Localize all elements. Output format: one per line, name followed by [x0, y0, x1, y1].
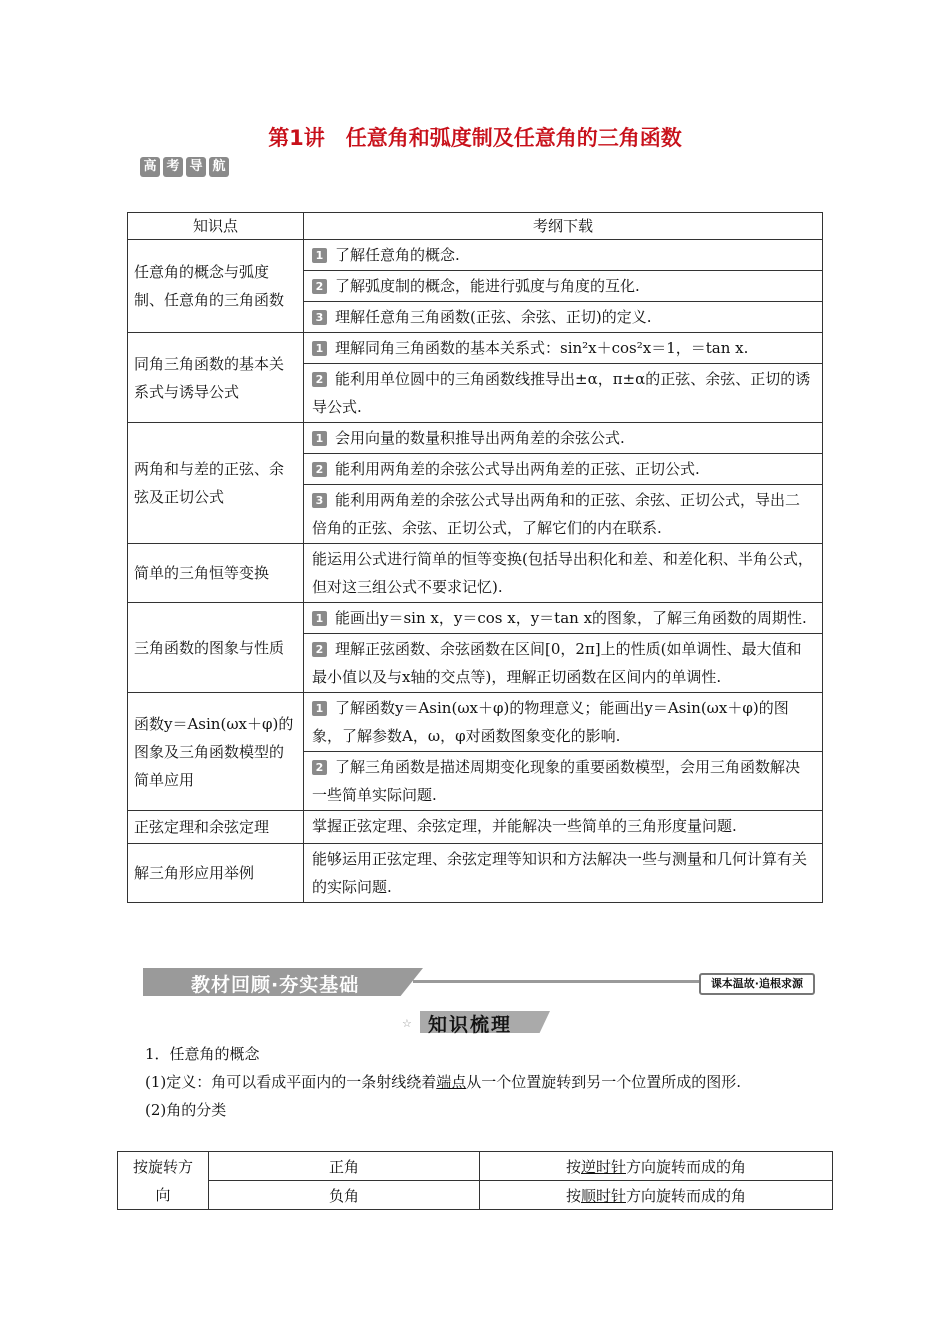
decoration-icon: ☆ [402, 1017, 412, 1030]
knowledge-point: 同角三角函数的基本关系式与诱导公式 [128, 333, 304, 423]
requirement-item [304, 634, 822, 692]
requirement-text: 理解正弦函数、余弦函数在区间[0，2π]上的性质(如单调性、最大值和最小值以及与x轴的交点等)，理解正切函数在区间内的单调性. [312, 640, 802, 686]
table-row [128, 333, 823, 423]
requirement-text: 能画出y＝sin x，y＝cos x，y＝tan x的图象，了解三角函数的周期性. [335, 609, 807, 627]
angle-description: 按逆时针方向旋转而成的角 [480, 1152, 833, 1181]
angle-description: 按顺时针方向旋转而成的角 [480, 1181, 833, 1210]
requirement-text: 理解任意角三角函数(正弦、余弦、正切)的定义. [335, 308, 652, 326]
item-number-badge: 1 [312, 701, 327, 716]
nav-badge-char: 高 [140, 157, 160, 177]
classification-heading: (2)角的分类 [145, 1101, 227, 1119]
section-banner [143, 968, 815, 996]
requirement-item [304, 271, 822, 302]
angle-name: 正角 [209, 1152, 480, 1181]
item-number-badge: 3 [312, 310, 327, 325]
requirement-item [304, 811, 822, 841]
requirement-text: 了解弧度制的概念，能进行弧度与角度的互化. [335, 277, 640, 295]
knowledge-point: 三角函数的图象与性质 [128, 603, 304, 693]
nav-badge-char: 考 [163, 157, 183, 177]
table-row [128, 693, 823, 811]
requirement-item [304, 544, 822, 602]
knowledge-point: 正弦定理和余弦定理 [128, 811, 304, 844]
nav-badge-char: 导 [186, 157, 206, 177]
requirement-text: 了解三角函数是描述周期变化现象的重要函数模型，会用三角函数解决一些简单实际问题. [312, 758, 801, 804]
nav-badge-char: 航 [209, 157, 229, 177]
requirement-item [304, 333, 822, 364]
requirement-text: 掌握正弦定理、余弦定理，并能解决一些简单的三角形度量问题. [312, 817, 737, 835]
requirement-text: 了解函数y＝Asin(ωx＋φ)的物理意义；能画出y＝Asin(ωx＋φ)的图象，了解参数A，ω，φ对函数图象变化的影响. [312, 699, 789, 745]
requirement-item [304, 364, 822, 422]
syllabus-table [127, 212, 823, 903]
angle-name: 负角 [209, 1181, 480, 1210]
item-number-badge: 2 [312, 279, 327, 294]
requirement-item [304, 485, 822, 543]
requirement-text: 能够运用正弦定理、余弦定理等知识和方法解决一些与测量和几何计算有关的实际问题. [312, 850, 808, 896]
requirement-item [304, 240, 822, 271]
item-number-badge: 2 [312, 372, 327, 387]
item-number-badge: 1 [312, 248, 327, 263]
item-number-badge: 3 [312, 493, 327, 508]
banner-tag: 课本温故·追根求源 [699, 973, 815, 995]
syllabus-requirements [304, 693, 823, 811]
item-number-badge: 2 [312, 760, 327, 775]
item-number-badge: 1 [312, 611, 327, 626]
syllabus-requirements [304, 844, 823, 903]
syllabus-requirements [304, 240, 823, 333]
syllabus-requirements [304, 333, 823, 423]
table-row [128, 844, 823, 903]
body-heading: 1．任意角的概念 [145, 1045, 260, 1063]
angle-classification-table [117, 1151, 833, 1210]
requirement-item [304, 423, 822, 454]
knowledge-point: 两角和与差的正弦、余弦及正切公式 [128, 423, 304, 544]
item-number-badge: 1 [312, 341, 327, 356]
knowledge-point: 任意角的概念与弧度制、任意角的三角函数 [128, 240, 304, 333]
item-number-badge: 2 [312, 642, 327, 657]
item-number-badge: 2 [312, 462, 327, 477]
requirement-item [304, 454, 822, 485]
requirement-text: 能利用两角差的余弦公式导出两角差的正弦、正切公式. [335, 460, 700, 478]
requirement-item [304, 693, 822, 752]
knowledge-point: 解三角形应用举例 [128, 844, 304, 903]
requirement-text: 了解任意角的概念. [335, 246, 460, 264]
gaokao-nav-badge [140, 157, 229, 177]
requirement-item [304, 752, 822, 810]
page-title: 第1讲 任意角和弧度制及任意角的三角函数 [268, 126, 682, 150]
requirement-text: 能运用公式进行简单的恒等变换(包括导出积化和差、和差化积、半角公式，但对这三组公式不要求记忆). [312, 550, 813, 596]
category-cell: 按旋转方向 [118, 1152, 209, 1210]
table-row [128, 240, 823, 333]
syllabus-requirements [304, 544, 823, 603]
banner-title: 教材回顾·夯实基础 [191, 974, 360, 996]
table-row [128, 423, 823, 544]
requirement-item [304, 302, 822, 332]
definition-paragraph: (1)定义：角可以看成平面内的一条射线绕着端点从一个位置旋转到另一个位置所成的图形. [145, 1073, 742, 1091]
requirement-text: 能利用单位圆中的三角函数线推导出±α，π±α的正弦、余弦、正切的诱导公式. [312, 370, 811, 416]
syllabus-requirements [304, 603, 823, 693]
table-row [128, 544, 823, 603]
requirement-text: 能利用两角差的余弦公式导出两角和的正弦、余弦、正切公式，导出二倍角的正弦、余弦、正切公式，了解它们的内在联系. [312, 491, 801, 537]
syllabus-requirements [304, 423, 823, 544]
table-row [128, 811, 823, 844]
requirement-text: 会用向量的数量积推导出两角差的余弦公式. [335, 429, 625, 447]
knowledge-point: 简单的三角恒等变换 [128, 544, 304, 603]
requirement-text: 理解同角三角函数的基本关系式：sin²x＋cos²x＝1，＝tan x. [335, 339, 749, 357]
item-number-badge: 1 [312, 431, 327, 446]
requirement-item [304, 844, 822, 902]
table-row [128, 603, 823, 693]
knowledge-section-title: ☆ 知识梳理 [402, 1009, 550, 1035]
header-syllabus: 考纲下载 [304, 213, 823, 240]
knowledge-point: 函数y＝Asin(ωx＋φ)的图象及三角函数模型的简单应用 [128, 693, 304, 811]
syllabus-requirements [304, 811, 823, 844]
header-knowledge: 知识点 [128, 213, 304, 240]
requirement-item [304, 603, 822, 634]
